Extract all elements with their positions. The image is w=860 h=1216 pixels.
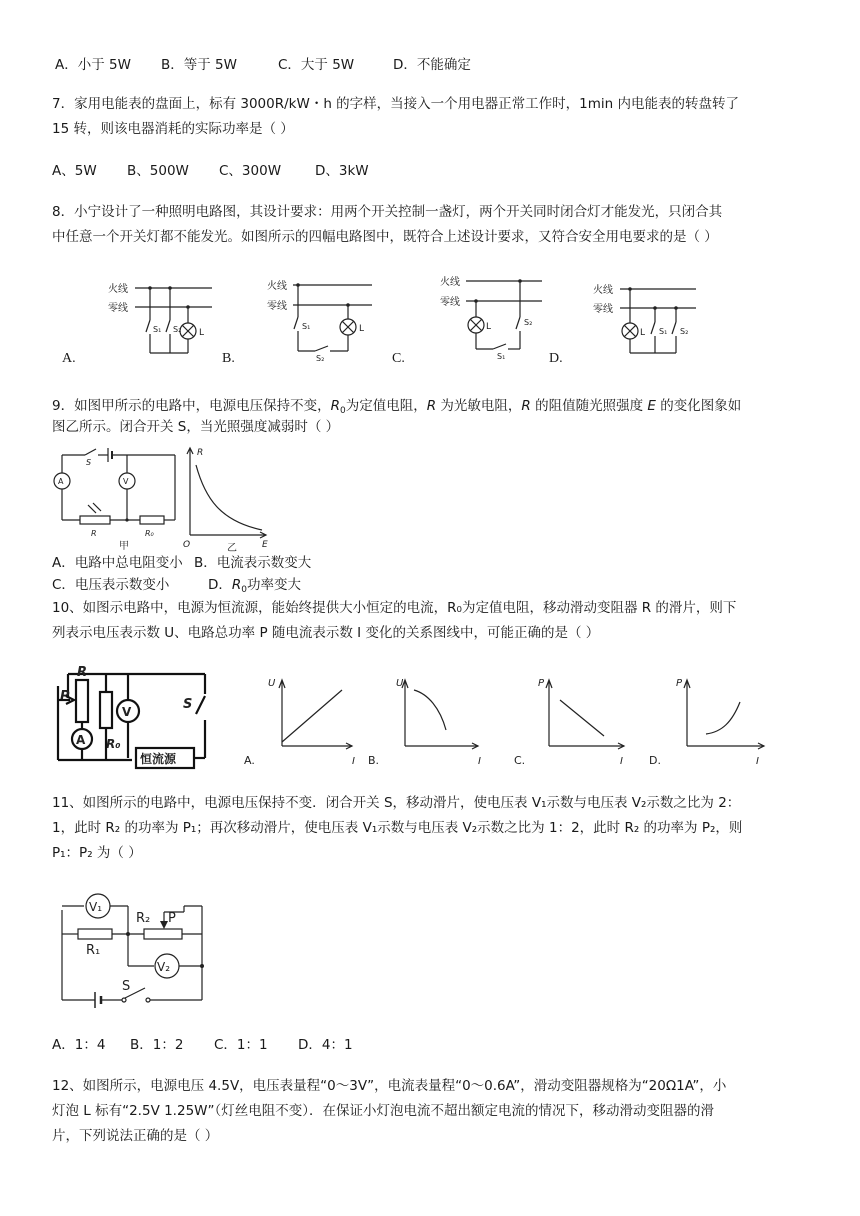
q11-option-d: D．4：1 xyxy=(298,1037,353,1053)
q11-circuit-figure xyxy=(0,872,260,1012)
q12-stem-line1: 12、如图所示，电源电压 4.5V，电压表量程“0～3V”，电流表量程“0～0.6A”，滑动变阻器规格为“20Ω1A”，小 xyxy=(52,1078,727,1094)
q8-stem-line1: 8．小宁设计了一种照明电路图，其设计要求：用两个开关控制一盏灯，两个开关同时闭合灯才能发光，只闭合其 xyxy=(52,204,723,220)
voltmeter-label: V xyxy=(122,705,132,719)
q7-option-d: D、3kW xyxy=(315,163,369,179)
q6-option-b: B．等于 5W xyxy=(161,57,237,73)
q10-stem-line1: 10、如图示电路中，电源为恒流源，能始终提供大小恒定的电流，R₀为定值电阻，移动滑动变阻器 R 的滑片，则下 xyxy=(52,600,737,616)
neutral-wire-label: 零线 xyxy=(108,303,128,314)
q9-stem-line2: 图乙所示。闭合开关 S，当光照强度减弱时（ ） xyxy=(52,419,340,435)
q11-stem-line3: P₁：P₂ 为（ ） xyxy=(52,845,142,861)
q8-label-c: C. xyxy=(392,351,405,366)
q8-label-d: D. xyxy=(549,351,563,366)
neutral-wire-label: 零线 xyxy=(267,301,287,312)
q8-diagram-a xyxy=(108,282,212,353)
q9-option-c: C．电压表示数变小 xyxy=(52,577,170,593)
q11-option-b: B．1：2 xyxy=(130,1037,184,1053)
figure-yi-label: 乙 xyxy=(227,543,237,554)
q7-option-a: A、5W xyxy=(52,163,97,179)
q8-diagram-d xyxy=(593,283,696,353)
neutral-wire-label: 零线 xyxy=(593,304,613,315)
graph-x-label: I xyxy=(352,756,355,767)
graph-x-label: I xyxy=(478,756,481,767)
q10-graph-d xyxy=(649,678,764,767)
lamp-label: L xyxy=(199,328,205,338)
switch-s1-label: S₁ xyxy=(497,352,506,361)
q6-options xyxy=(55,56,471,74)
graph-x-label: I xyxy=(756,756,759,767)
slider-p-label: P xyxy=(60,689,70,704)
q11-stem-line2: 1，此时 R₂ 的功率为 P₁；再次移动滑片，使电压表 V₁示数与电压表 V₂示数之比为 1：2，此时 R₂ 的功率为 P₂，则 xyxy=(52,820,743,836)
live-wire-label: 火线 xyxy=(108,284,128,295)
graph-option-label: D. xyxy=(649,754,661,767)
resistor-r0-label: R₀ xyxy=(145,529,154,538)
graph-y-label: U xyxy=(396,678,404,689)
lamp-label: L xyxy=(359,324,365,334)
q10-figure xyxy=(0,660,860,775)
switch-s2-label: S₂ xyxy=(316,354,325,363)
voltmeter-label: V xyxy=(123,477,129,486)
q11-option-c: C．1：1 xyxy=(214,1037,268,1053)
graph-y-label: P xyxy=(538,678,545,689)
p-vs-i-line xyxy=(560,700,604,736)
graph-axis-x-label: E xyxy=(262,540,268,550)
figure-jia-label: 甲 xyxy=(119,541,129,552)
q9-options-row2 xyxy=(52,576,301,599)
u-vs-i-line xyxy=(282,690,342,742)
q8-diagram-c xyxy=(440,275,542,361)
switch-s1-label: S₁ xyxy=(659,327,668,336)
q8-label-b: B. xyxy=(222,351,235,366)
constant-current-source-label: 恒流源 xyxy=(140,752,177,766)
q8-circuit-figure xyxy=(0,265,860,375)
switch-s2-label: S₂ xyxy=(680,327,689,336)
resistor-r-label: R xyxy=(91,529,97,538)
graph-option-label: C. xyxy=(514,754,526,767)
q8-stem-line2: 中任意一个开关灯都不能发光。如图所示的四幅电路图中，既符合上述设计要求，又符合安全用电要求的是（ ） xyxy=(52,229,718,245)
q9-option-d: D．$R_0$功率变大 xyxy=(208,577,302,595)
graph-axis-y-label: R xyxy=(197,448,204,458)
q8-diagram-b xyxy=(267,279,372,363)
switch-s-label: S xyxy=(86,458,92,467)
graph-y-label: P xyxy=(676,678,683,689)
graph-x-label: I xyxy=(620,756,623,767)
q9-options-row1 xyxy=(52,554,311,572)
p-vs-i-curve xyxy=(706,702,740,734)
q9-graph-yi xyxy=(183,448,268,554)
q7-stem-line2: 15 转，则该电器消耗的实际功率是（ ） xyxy=(52,121,294,137)
graph-option-label: A. xyxy=(244,754,255,767)
q10-graph-a xyxy=(244,678,355,767)
q7-options xyxy=(52,162,369,180)
switch-s1-label: S₁ xyxy=(153,325,162,334)
switch-s1-label: S₁ xyxy=(302,322,311,331)
q9-stem-line1: 9．如图甲所示的电路中，电源电压保持不变，$R_0$为定值电阻，R 为光敏电阻，R 的阻值随光照强度 E 的变化图象如 xyxy=(52,398,742,416)
voltmeter-v1-label: V₁ xyxy=(89,900,103,914)
r0-label: R₀ xyxy=(106,737,121,751)
q8-label-a: A. xyxy=(62,351,76,366)
rheostat-r-label: R xyxy=(77,665,88,680)
live-wire-label: 火线 xyxy=(593,285,613,296)
q9-option-b: B．电流表示数变大 xyxy=(194,555,312,571)
r2-label: R₂ xyxy=(136,911,151,926)
q7-option-b: B、500W xyxy=(127,163,189,179)
r1-label: R₁ xyxy=(86,943,101,958)
q10-stem-line2: 列表示电压表示数 U、电路总功率 P 随电流表示数 I 变化的关系图线中，可能正确的是（ ） xyxy=(52,625,600,641)
ammeter-label: A xyxy=(58,477,64,486)
q7-option-c: C、300W xyxy=(219,163,282,179)
switch-s2-label: S₂ xyxy=(173,325,182,334)
switch-s-label: S xyxy=(183,697,193,712)
neutral-wire-label: 零线 xyxy=(440,297,460,308)
q10-circuit xyxy=(58,665,205,768)
q11-stem-line1: 11、如图所示的电路中，电源电压保持不变．闭合开关 S，移动滑片，使电压表 V₁示数与电压表 V₂示数之比为 2： xyxy=(52,795,741,811)
graph-y-label: U xyxy=(268,678,276,689)
ammeter-label: A xyxy=(76,733,86,747)
lamp-label: L xyxy=(486,322,492,332)
q7-stem-line1: 7．家用电能表的盘面上，标有 3000R/kW・h 的字样，当接入一个用电器正常工作时，1min 内电能表的转盘转了 xyxy=(52,96,740,112)
q11-options xyxy=(52,1036,353,1054)
q6-option-d: D．不能确定 xyxy=(393,57,471,73)
q10-graph-c xyxy=(514,678,624,767)
r-vs-e-curve xyxy=(196,465,262,530)
q9-figure xyxy=(0,443,300,553)
q9-circuit-jia xyxy=(54,448,175,552)
q9-option-a: A．电路中总电阻变小 xyxy=(52,555,183,571)
graph-option-label: B. xyxy=(368,754,380,767)
q10-graph-b xyxy=(368,678,481,767)
lamp-label: L xyxy=(640,328,646,338)
q11-option-a: A．1：4 xyxy=(52,1037,106,1053)
q12-stem-line2: 灯泡 L 标有“2.5V 1.25W”（灯丝电阻不变）．在保证小灯泡电流不超出额定电流的情况下，移动滑动变阻器的滑 xyxy=(52,1103,714,1119)
u-vs-i-curve xyxy=(414,690,446,730)
graph-origin-label: O xyxy=(183,540,191,550)
live-wire-label: 火线 xyxy=(267,281,287,292)
switch-s-label: S xyxy=(122,979,131,994)
slider-p-label: P xyxy=(168,911,176,926)
q6-option-c: C．大于 5W xyxy=(278,57,355,73)
q6-option-a: A．小于 5W xyxy=(55,57,131,73)
switch-s2-label: S₂ xyxy=(524,318,533,327)
live-wire-label: 火线 xyxy=(440,277,460,288)
q12-stem-line3: 片，下列说法正确的是（ ） xyxy=(52,1128,219,1144)
voltmeter-v2-label: V₂ xyxy=(157,960,171,974)
